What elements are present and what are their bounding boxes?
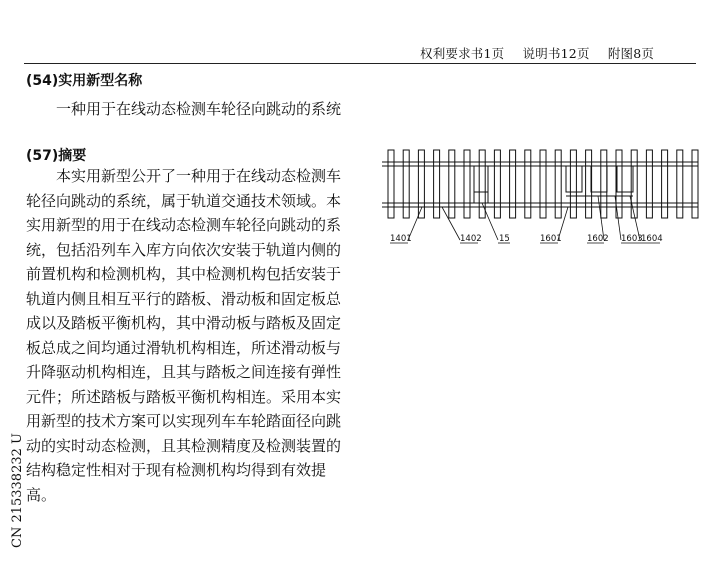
sleeper-12 (555, 150, 561, 218)
page-header (420, 44, 654, 62)
label-1401: 1401 (390, 234, 412, 244)
abstract-figure (378, 140, 704, 258)
sleeper-10 (525, 150, 531, 218)
module-1602 (591, 166, 607, 192)
label-1602: 1602 (587, 234, 609, 244)
sleeper-19 (662, 150, 668, 218)
sleeper-8 (494, 150, 500, 218)
sleeper-20 (677, 150, 683, 218)
module-1603 (617, 166, 633, 192)
sleeper-2 (403, 150, 409, 218)
header-description: 说明书12页 (522, 46, 590, 61)
sleeper-11 (540, 150, 546, 218)
header-drawings: 附图8页 (607, 46, 655, 61)
sleeper-9 (510, 150, 516, 218)
module-15 (474, 166, 488, 203)
section-54-label: (54)实用新型名称 (26, 73, 143, 89)
leader-15 (482, 203, 498, 240)
sleeper-6 (464, 150, 470, 218)
sleeper-15 (601, 150, 607, 218)
leader-1402 (442, 207, 460, 240)
sleeper-17 (631, 150, 637, 218)
label-15: 15 (499, 234, 510, 244)
sleeper-18 (646, 150, 652, 218)
label-1603: 1603 (621, 234, 643, 244)
sleeper-13 (570, 150, 576, 218)
sleeper-4 (434, 150, 440, 218)
module-1601 (566, 166, 582, 192)
abstract-text: 本实用新型公开了一种用于在线动态检测车轮径向跳动的系统，属于轨道交通技术领域。本实用新型的用于在线动态检测车轮径向跳动的系统，包括沿列车入库方向依次安装于轨道内侧的前置机构和检测机构，其中检测机构包括安装于轨道内侧且相互平行的踏板、滑动板和固定板总成以及踏板平衡机构，其中滑动板与踏板及固定板总成之间均通过滑轨机构相连，所述滑动板与升降驱动机构相连，且其与踏板之间连接有弹性元件；所述踏板与踏板平衡机构相连。采用本实用新型的技术方案可以实现列车车轮踏面径向跳动的实时动态检测，且其检测精度及检测装置的结构稳定性相对于现有检测机构均得到有效提高。 (26, 167, 342, 504)
header-rule (24, 63, 696, 64)
sleeper-1 (388, 150, 394, 218)
utility-model-title: 一种用于在线动态检测车轮径向跳动的系统 (56, 100, 342, 118)
sleeper-5 (449, 150, 455, 218)
label-1402: 1402 (460, 234, 482, 244)
header-claims: 权利要求书1页 (420, 46, 505, 61)
publication-number: CN 215338232 U (10, 433, 25, 548)
label-1601: 1601 (540, 234, 562, 244)
label-1604: 1604 (641, 234, 663, 244)
sleeper-21 (692, 150, 698, 218)
section-57-label: (57)摘要 (26, 148, 87, 164)
